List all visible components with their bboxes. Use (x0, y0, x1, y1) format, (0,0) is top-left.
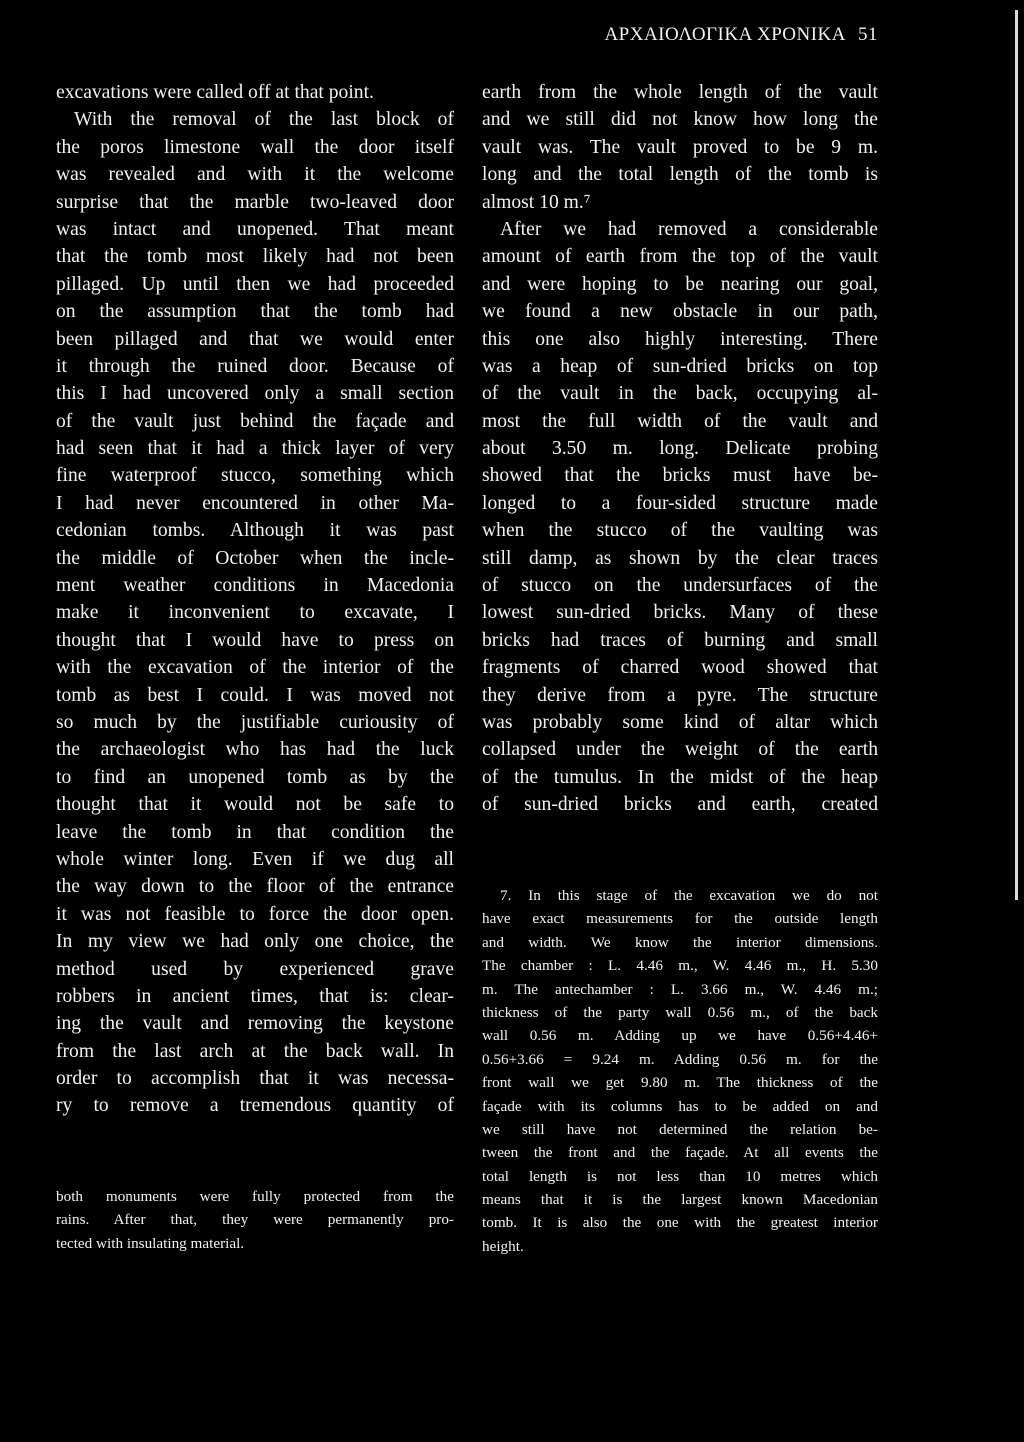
text-line: almost 10 m.⁷ (482, 191, 591, 213)
left-column-text (56, 79, 454, 1120)
text-line: cedonian tombs. Although it was past (56, 520, 454, 542)
text-line: and were hoping to be nearing our goal, (482, 273, 878, 295)
text-line: With the removal of the last block of (74, 109, 454, 131)
footnote-line: tected with insulating material. (56, 1234, 245, 1252)
text-line: when the stucco of the vaulting was (482, 520, 878, 542)
text-line: still damp, as shown by the clear traces (482, 547, 878, 569)
footnote-line: 7. In this stage of the excavation we do not (500, 887, 878, 904)
text-line: collapsed under the weight of the earth (482, 739, 878, 761)
text-line: so much by the justifiable curiousity of (56, 711, 454, 733)
text-line: of stucco on the undersurfaces of the (482, 575, 878, 597)
footnote-7 (482, 884, 878, 1258)
text-line: whole winter long. Even if we dug all (56, 848, 454, 870)
text-line: had seen that it had a thick layer of very (56, 438, 454, 460)
text-line: surprise that the marble two-leaved door (56, 191, 454, 213)
text-line: ing the vault and removing the keystone (56, 1013, 454, 1035)
text-line: was intact and unopened. That meant (56, 218, 454, 240)
text-line: pillaged. Up until then we had proceeded (56, 273, 454, 295)
text-line: been pillaged and that we would enter (56, 328, 454, 350)
text-line: ry to remove a tremendous quantity of (56, 1095, 454, 1117)
footnote-line: The chamber : L. 4.46 m., W. 4.46 m., H. 5.30 (482, 957, 878, 975)
text-line: the poros limestone wall the door itself (56, 136, 454, 158)
text-line: earth from the whole length of the vault (482, 82, 878, 103)
text-line: tomb as best I could. I was moved not (56, 684, 454, 706)
text-line: thought that it would not be safe to (56, 794, 454, 816)
footnote-line: both monuments were fully protected from the (56, 1188, 454, 1205)
text-line: we found a new obstacle in our path, (482, 301, 878, 323)
text-line: make it inconvenient to excavate, I (56, 602, 454, 624)
text-line: leave the tomb in that condition the (56, 821, 454, 843)
footnote-line: m. The antechamber : L. 3.66 m., W. 4.46 m.; (482, 980, 878, 998)
footnote-line: means that it is the largest known Macedonian (482, 1191, 878, 1209)
text-line: method used by experienced grave (56, 958, 454, 980)
text-line: longed to a four-sided structure made (482, 492, 878, 514)
footnote-line: front wall we get 9.80 m. The thickness of the (482, 1074, 878, 1092)
text-line: excavations were called off at that point. (56, 82, 374, 103)
text-line: of the vault just behind the façade and (56, 410, 454, 432)
text-line: long and the total length of the tomb is (482, 164, 878, 186)
text-line: fine waterproof stucco, something which (56, 465, 454, 487)
text-line: ment weather conditions in Macedonia (56, 575, 454, 597)
text-line: amount of earth from the top of the vault (482, 246, 878, 268)
text-line: order to accomplish that it was necessa- (56, 1068, 454, 1090)
text-line: was probably some kind of altar which (482, 711, 878, 733)
text-line: After we had removed a considerable (500, 218, 878, 240)
text-line: of sun-dried bricks and earth, created (482, 794, 878, 816)
text-line: and we still did not know how long the (482, 109, 878, 131)
text-line: of the vault in the back, occupying al- (482, 383, 878, 405)
text-line: fragments of charred wood showed that (482, 657, 878, 679)
text-line: the middle of October when the incle- (56, 547, 454, 569)
footnote-line: have exact measurements for the outside length (482, 910, 878, 928)
footnote-line: tomb. It is also the one with the greatest interior (482, 1214, 878, 1232)
footnote-line: façade with its columns has to be added on and (482, 1097, 878, 1115)
text-line: thought that I would have to press on (56, 629, 454, 651)
text-line: vault was. The vault proved to be 9 m. (482, 136, 878, 158)
text-line: about 3.50 m. long. Delicate probing (482, 438, 878, 460)
text-line: of the tumulus. In the midst of the heap (482, 766, 878, 788)
text-line: robbers in ancient times, that is: clear- (56, 985, 454, 1007)
page-number: 51 (858, 24, 878, 45)
text-line: this one also highly interesting. There (482, 328, 878, 350)
footnote-line: 0.56+3.66 = 9.24 m. Adding 0.56 m. for the (482, 1050, 878, 1068)
footnote-line: wall 0.56 m. Adding up we have 0.56+4.46+ (482, 1027, 878, 1045)
text-line: bricks had traces of burning and small (482, 629, 878, 651)
text-line: In my view we had only one choice, the (56, 931, 454, 953)
text-line: with the excavation of the interior of the (56, 657, 454, 679)
text-line: was revealed and with it the welcome (56, 164, 454, 186)
text-line: it was not feasible to force the door open. (56, 903, 454, 925)
text-line: showed that the bricks must have be- (482, 465, 878, 487)
footnote-line: height. (482, 1237, 524, 1255)
page-edge-line (1015, 10, 1018, 900)
text-line: it through the ruined door. Because of (56, 355, 454, 377)
journal-title: ΑΡΧΑΙΟΛΟΓΙΚΑ ΧΡΟΝΙΚΑ (604, 24, 846, 45)
text-line: this I had uncovered only a small section (56, 383, 454, 405)
footnote-continuation (56, 1185, 454, 1255)
text-line: was a heap of sun-dried bricks on top (482, 355, 878, 377)
right-column-text (482, 79, 878, 819)
text-line: the archaeologist who has had the luck (56, 739, 454, 761)
running-head (604, 24, 878, 46)
text-line: most the full width of the vault and (482, 410, 878, 432)
text-line: to find an unopened tomb as by the (56, 766, 454, 788)
footnote-line: and width. We know the interior dimensions. (482, 933, 878, 951)
text-line: I had never encountered in other Ma- (56, 492, 454, 514)
footnote-line: tween the front and the façade. At all events the (482, 1144, 878, 1162)
text-line: on the assumption that the tomb had (56, 301, 454, 323)
footnote-line: rains. After that, they were permanently pro- (56, 1211, 454, 1229)
text-line: the way down to the floor of the entrance (56, 876, 454, 898)
text-line: that the tomb most likely had not been (56, 246, 454, 268)
text-line: from the last arch at the back wall. In (56, 1040, 454, 1062)
footnote-line: we still have not determined the relation be- (482, 1120, 878, 1138)
footnote-line: thickness of the party wall 0.56 m., of the back (482, 1003, 878, 1021)
footnote-line: total length is not less than 10 metres which (482, 1167, 878, 1185)
text-line: they derive from a pyre. The structure (482, 684, 878, 706)
text-line: lowest sun-dried bricks. Many of these (482, 602, 878, 624)
